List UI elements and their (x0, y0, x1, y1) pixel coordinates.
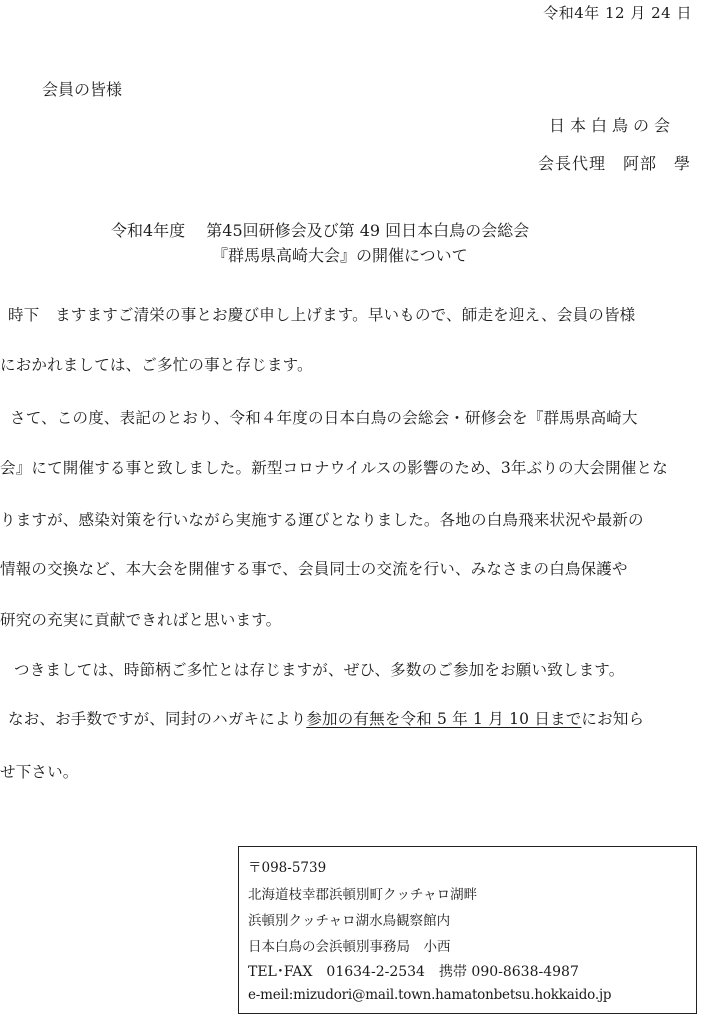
contact-office: 日本白鳥の会浜頓別事務局 小西 (248, 939, 451, 955)
contact-box (238, 846, 697, 1014)
body-line-1: 時下 ますますご清栄の事とお慶び申し上げます。早いもので、師走を迎え、会員の皆様 (8, 306, 636, 324)
addressee: 会員の皆様 (42, 80, 123, 99)
document-date: 令和4年 12 月 24 日 (543, 4, 692, 22)
body-line-5: りますが、感染対策を行いながら実施する運びとなりました。各地の白鳥飛来状況や最新の (0, 511, 644, 529)
body-line-4: 会』にて開催する事と致しました。新型コロナウイルスの影響のため、3年ぶりの大会開催とな (0, 459, 668, 477)
body-line-7: 研究の充実に貢献できればと思います。 (0, 611, 282, 629)
sender-organization: 日本白鳥の会 (549, 116, 676, 135)
contact-postal-code: 〒098-5739 (248, 860, 327, 876)
contact-address-1: 北海道枝幸郡浜頓別町クッチャロ湖畔 (248, 887, 478, 903)
body-line-2: におかれましては、ご多忙の事と存じます。 (0, 356, 313, 374)
body-line-10: せ下さい。 (0, 763, 79, 781)
reply-deadline-underlined: 参加の有無を令和 5 年 1 月 10 日まで (306, 710, 582, 728)
contact-email: e-meil:mizudori@mail.town.hamatonbetsu.hokkaido.jp (248, 987, 612, 1003)
document-title-line2: 『群馬県高崎大会』の開催について (212, 246, 468, 265)
body-line-8: つきましては、時節柄ご多忙とは存じますが、ぜひ、多数のご参加をお願い致します。 (14, 661, 625, 679)
body-line-3: さて、この度、表記のとおり、令和４年度の日本白鳥の会総会・研修会を『群馬県高崎大 (10, 409, 638, 427)
body-line-9 (8, 707, 644, 729)
contact-phone: TEL･FAX 01634-2-2534 携帯 090-8638-4987 (248, 964, 579, 980)
body-line-9-pre: なお、お手数ですが、同封のハガキにより (8, 710, 307, 728)
sender-person: 会長代理 阿部 學 (538, 154, 692, 173)
document-title-line1: 令和4年度 第45回研修会及び第 49 回日本白鳥の会総会 (111, 221, 530, 240)
body-line-6: 情報の交換など、本大会を開催する事で、会員同士の交流を行い、みなさまの白鳥保護や (0, 560, 628, 578)
body-line-9-post: にお知ら (581, 710, 645, 728)
contact-address-2: 浜頓別クッチャロ湖水鳥観察館内 (248, 913, 451, 929)
